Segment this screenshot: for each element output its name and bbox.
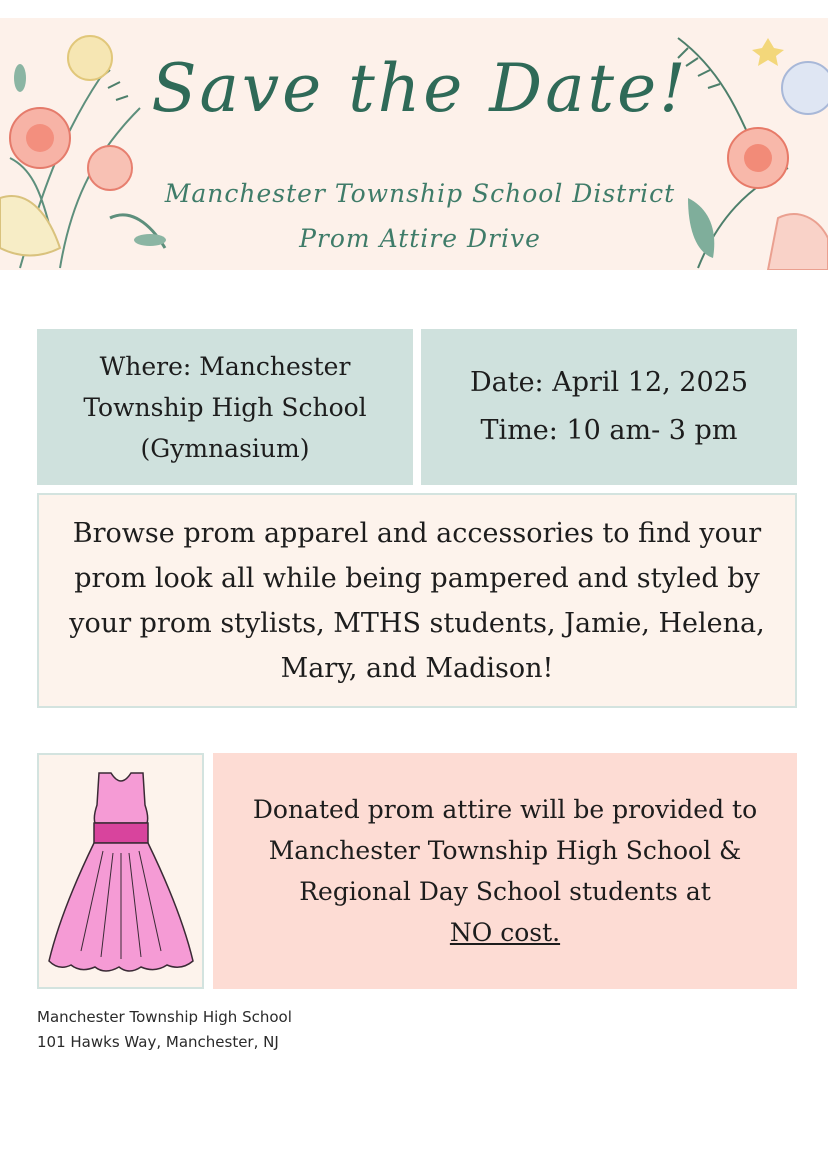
date-time-box bbox=[421, 329, 797, 485]
event-date: Date: April 12, 2025 bbox=[469, 367, 749, 398]
dress-image-box bbox=[37, 753, 204, 989]
pink-dress-icon bbox=[41, 761, 201, 981]
location-text bbox=[83, 346, 366, 469]
banner-title: Save the Date! bbox=[151, 50, 689, 127]
banner-subtitle-district: Manchester Township School District bbox=[164, 179, 676, 208]
banner bbox=[0, 18, 828, 270]
donation-box bbox=[213, 753, 797, 989]
banner-subtitle-drive: Prom Attire Drive bbox=[299, 224, 541, 253]
location-line-3: (Gymnasium) bbox=[140, 433, 310, 463]
event-time: Time: 10 am- 3 pm bbox=[480, 415, 738, 446]
donation-line-2: Manchester Township High School & bbox=[268, 836, 742, 865]
no-cost-emphasis: NO cost. bbox=[449, 918, 561, 947]
footer-street-address: 101 Hawks Way, Manchester, NJ bbox=[37, 1033, 279, 1051]
description-box bbox=[37, 493, 797, 708]
footer-address bbox=[37, 1005, 292, 1055]
location-box bbox=[37, 329, 413, 485]
donation-line-3: Regional Day School students at bbox=[299, 877, 711, 906]
description-text: Browse prom apparel and accessories to find your prom look all while being pampered and styled by your prom stylists, MTHS students, Jamie, Helena, Mary, and Madison! bbox=[69, 517, 765, 684]
location-line-2: Township High School bbox=[83, 392, 367, 422]
location-line-1: Where: Manchester bbox=[99, 351, 351, 381]
footer-school-name: Manchester Township High School bbox=[37, 1008, 292, 1026]
donation-line-1: Donated prom attire will be provided to bbox=[252, 795, 758, 824]
